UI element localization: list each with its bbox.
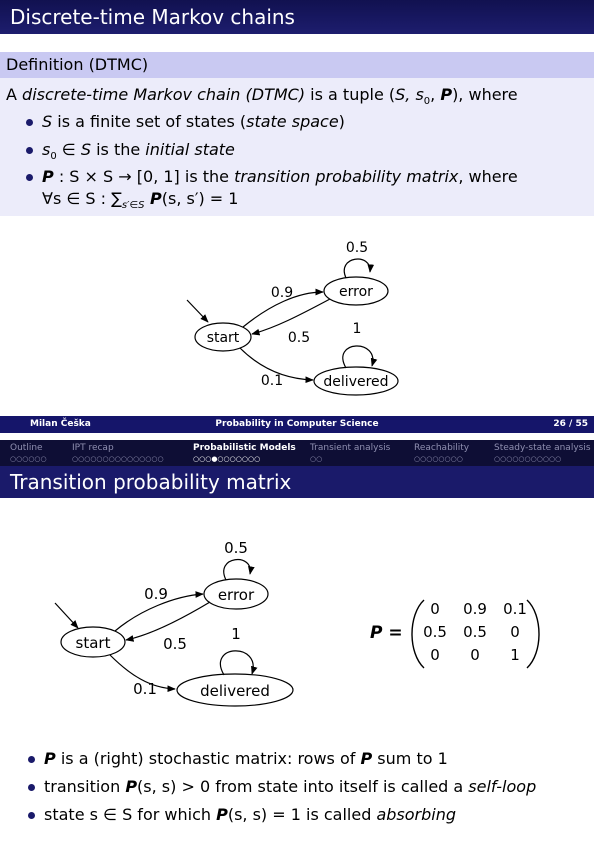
nav-steady-state-analysis[interactable]: Steady-state analysis ○○○○○○○○○○○ [494,443,591,463]
edge-error-loop-label: 0.5 [345,240,369,256]
matrix-cell: 0.9 [463,600,487,618]
nav-outline[interactable]: Outline ○○○○○○ [10,443,47,463]
state-delivered-label: delivered [200,682,270,700]
matrix-cell: 0.5 [423,623,447,641]
matrix-cell: 0 [470,646,480,664]
footer-author: Milan Češka [30,419,91,429]
bullet-transition-matrix-condition: ∀s ∈ S : $\sum_{s'\in S}$ P(s, s′) = 1 [42,189,239,212]
matrix-cell: 0.1 [503,600,527,618]
slide-title: Transition probability matrix [0,466,594,498]
edge-error-loop-label: 0.5 [224,539,248,557]
nav-reachability[interactable]: Reachability ○○○○○○○○ [414,443,470,463]
state-start-label: start [75,634,111,652]
bullet-state-space: S is a finite set of states (state space) [42,112,345,131]
matrix-label: P = [370,623,403,643]
bullet-marker [28,784,35,791]
edge-start-error-label: 0.9 [144,585,168,603]
edge-delivered-loop-label: 1 [231,625,241,643]
edge-delivered-loop-label: 1 [352,321,362,337]
bullet-transition-matrix: P : S × S → [0, 1] is the transition probability matrix, where [42,167,518,186]
dtmc-diagram [0,0,594,414]
edge-error-start-label: 0.5 [163,635,187,653]
state-error-label: error [217,586,255,604]
bullet-stochastic-matrix: P is a (right) stochastic matrix: rows of P sum to 1 [44,749,448,768]
slide-title: Discrete-time Markov chains [0,0,594,34]
edge-error-loop [224,560,251,580]
bullet-marker [28,756,35,763]
matrix-cell: 0 [430,600,440,618]
nav-probabilistic-models[interactable]: Probabilistic Models ○○○●○○○○○○○ [193,443,296,463]
definition-intro: A discrete-time Markov chain (DTMC) is a tuple (S, $s_0$, P), where [6,85,518,108]
bullet-absorbing: state s ∈ S for which P(s, s) = 1 is called absorbing [44,805,457,824]
footer-course: Probability in Computer Science [215,419,379,429]
state-start-label: start [206,330,240,346]
edge-start-delivered-label: 0.1 [260,373,284,389]
matrix-cell: 1 [510,646,520,664]
matrix-cell: 0 [510,623,520,641]
edge-delivered-loop [220,651,253,675]
edge-delivered-loop [343,346,373,368]
bullet-marker [28,812,35,819]
footer-bar [0,416,594,433]
edge-start-delivered-label: 0.1 [133,680,157,698]
section-navigation [0,440,594,466]
edge-error-start-label: 0.5 [287,330,311,346]
dtmc-diagram-2 [0,500,594,725]
bullet-self-loop: transition P(s, s) > 0 from state into itself is called a self-loop [44,777,537,796]
definition-header: Definition (DTMC) [0,52,594,78]
initial-arrow [55,603,78,628]
matrix-cell: 0 [430,646,440,664]
slide-dtmc [0,0,594,414]
matrix-right-paren [527,600,539,668]
edge-error-loop [344,259,370,278]
edge-error-start [252,299,330,334]
footer-page: 26 / 55 [553,419,588,429]
bullet-initial-state: $s_0$ ∈ S is the initial state [42,140,235,163]
nav-ipt-recap[interactable]: IPT recap ○○○○○○○○○○○○○○○ [72,443,164,463]
nav-transient-analysis[interactable]: Transient analysis ○○ [310,443,391,463]
state-delivered-label: delivered [323,374,389,390]
edge-start-error-label: 0.9 [270,285,294,301]
matrix-cell: 0.5 [463,623,487,641]
initial-arrow [187,300,208,322]
state-error-label: error [339,284,373,300]
